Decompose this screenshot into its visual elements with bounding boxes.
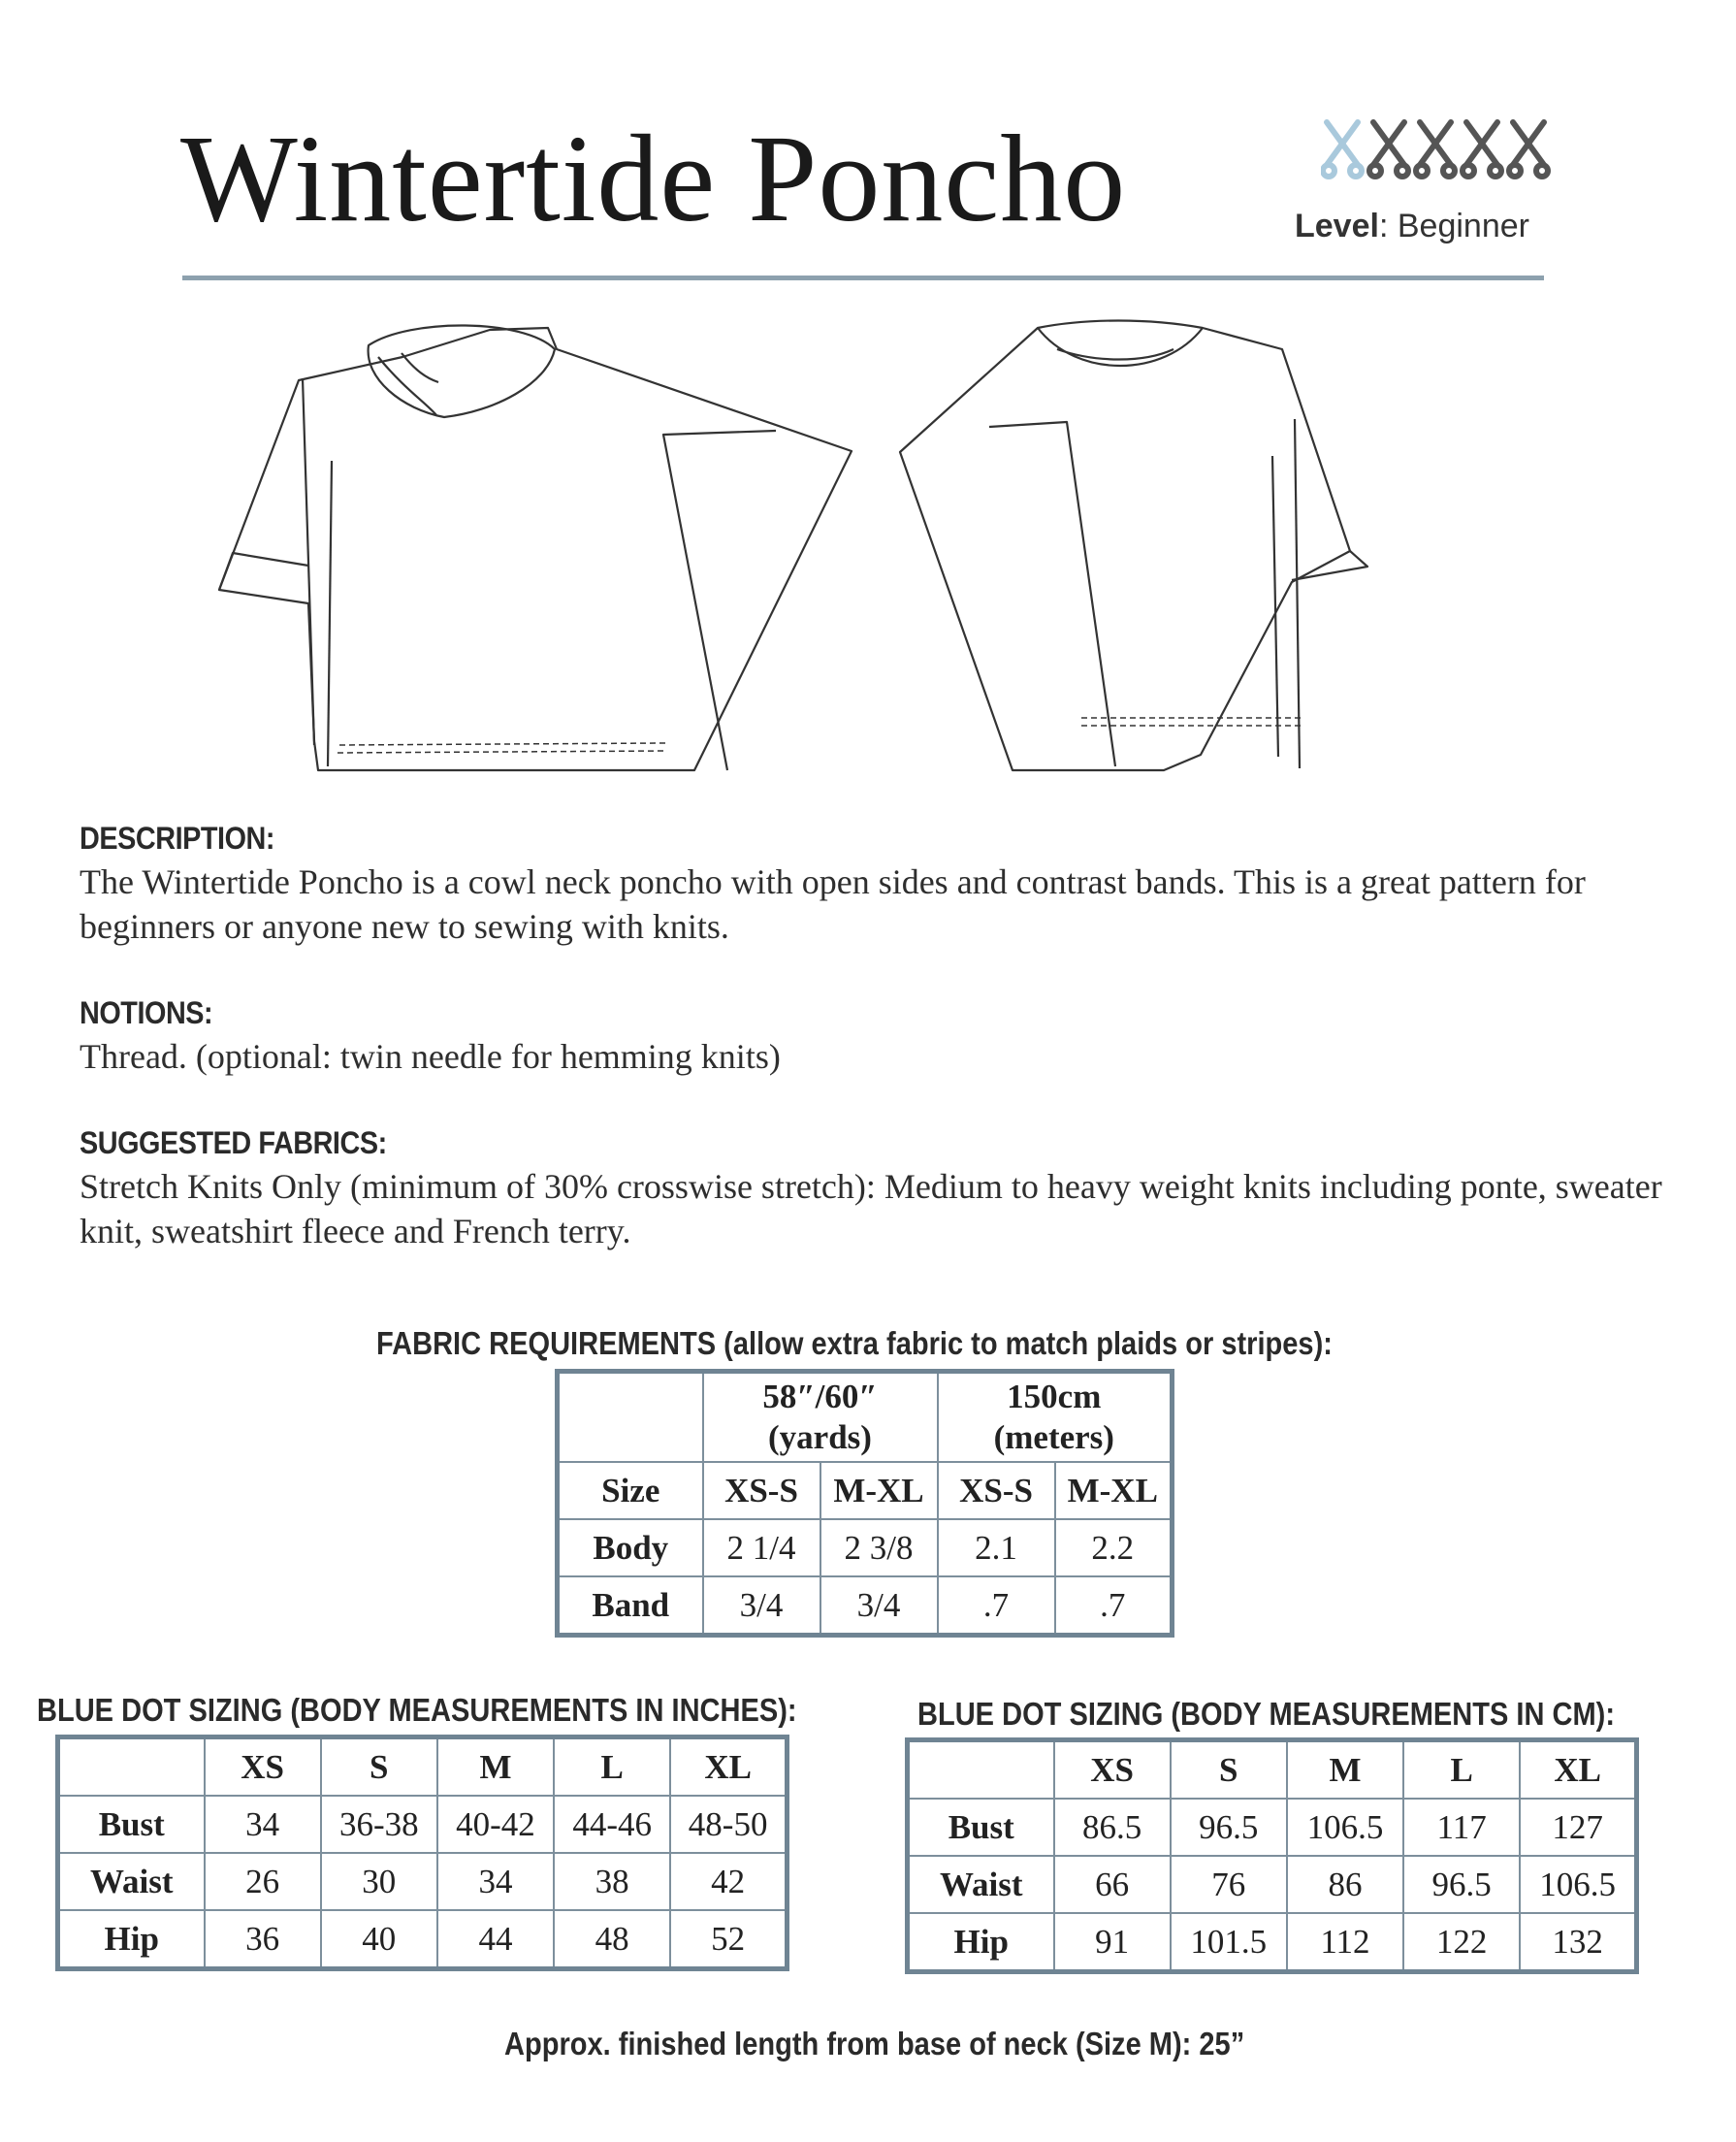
column-header: XS-S — [703, 1462, 820, 1519]
sizing-inches-title: BLUE DOT SIZING (BODY MEASUREMENTS IN INCHES): — [37, 1692, 797, 1728]
row-header: Waist — [58, 1853, 205, 1910]
table-cell: 2.1 — [938, 1519, 1055, 1576]
table-cell: 112 — [1287, 1913, 1403, 1972]
row-header: Waist — [908, 1856, 1054, 1913]
scissors-icon-empty — [1463, 122, 1501, 177]
row-header: Hip — [58, 1910, 205, 1969]
table-cell: 30 — [321, 1853, 437, 1910]
table-cell: 36-38 — [321, 1796, 437, 1853]
column-header: M-XL — [1055, 1462, 1173, 1519]
table-row — [58, 1853, 788, 1910]
column-group-header — [703, 1372, 938, 1463]
title-divider — [182, 276, 1544, 280]
table-cell: 127 — [1520, 1799, 1636, 1856]
table-cell: 34 — [205, 1796, 321, 1853]
table-row — [58, 1910, 788, 1969]
table-cell: 2 3/8 — [820, 1519, 938, 1576]
column-header: M — [437, 1737, 554, 1797]
back-view-drawing — [900, 321, 1367, 771]
suggested-fabrics-heading: SUGGESTED FABRICS: — [80, 1125, 387, 1160]
table-cell: 3/4 — [703, 1576, 820, 1636]
table-cell: 76 — [1171, 1856, 1287, 1913]
group-header-line: (meters) — [993, 1418, 1114, 1456]
column-header: M — [1287, 1740, 1403, 1800]
column-header: M-XL — [820, 1462, 938, 1519]
column-header: XS-S — [938, 1462, 1055, 1519]
sizing-inches-table — [55, 1735, 789, 1971]
table-cell: 48 — [554, 1910, 670, 1969]
scissors-icon-empty — [1509, 122, 1548, 177]
table-corner-cell — [558, 1372, 703, 1463]
column-header: Size — [558, 1462, 703, 1519]
column-header: XL — [670, 1737, 787, 1797]
difficulty-rating — [1321, 118, 1554, 180]
finished-length-note: Approx. finished length from base of neck (Size M): 25” — [504, 2026, 1245, 2061]
table-cell: 38 — [554, 1853, 670, 1910]
table-cell: 3/4 — [820, 1576, 938, 1636]
sizing-cm-title: BLUE DOT SIZING (BODY MEASUREMENTS IN CM): — [917, 1696, 1616, 1732]
table-row — [908, 1856, 1637, 1913]
skill-level: Level: Beginner — [1295, 208, 1529, 244]
column-header: XS — [205, 1737, 321, 1797]
table-cell: .7 — [1055, 1576, 1173, 1636]
table-row — [908, 1913, 1637, 1972]
table-cell: 40-42 — [437, 1796, 554, 1853]
table-cell: .7 — [938, 1576, 1055, 1636]
column-header: XL — [1520, 1740, 1636, 1800]
description-heading: DESCRIPTION: — [80, 821, 275, 856]
table-cell: 86.5 — [1054, 1799, 1171, 1856]
fabric-requirements-table — [555, 1369, 1174, 1638]
scissors-icon-empty — [1416, 122, 1455, 177]
suggested-fabrics-text: Stretch Knits Only (minimum of 30% crosswise stretch): Medium to heavy weight knits including ponte, sweater knit, sweatshirt fleece and French terry. — [80, 1167, 1662, 1250]
table-cell: 48-50 — [670, 1796, 787, 1853]
group-header-line: (yards) — [768, 1418, 872, 1456]
table-cell: 96.5 — [1403, 1856, 1520, 1913]
table-row — [58, 1796, 788, 1853]
table-cell: 42 — [670, 1853, 787, 1910]
table-cell: 101.5 — [1171, 1913, 1287, 1972]
table-cell: 34 — [437, 1853, 554, 1910]
table-cell: 2.2 — [1055, 1519, 1173, 1576]
table-cell: 36 — [205, 1910, 321, 1969]
column-header: S — [321, 1737, 437, 1797]
table-cell: 40 — [321, 1910, 437, 1969]
table-cell: 44-46 — [554, 1796, 670, 1853]
table-cell: 91 — [1054, 1913, 1171, 1972]
group-header-line: 150cm — [1007, 1378, 1102, 1415]
column-header: XS — [1054, 1740, 1171, 1800]
notions-text: Thread. (optional: twin needle for hemming knits) — [80, 1037, 781, 1076]
row-header: Band — [558, 1576, 703, 1636]
row-header: Hip — [908, 1913, 1054, 1972]
table-cell: 52 — [670, 1910, 787, 1969]
row-header: Body — [558, 1519, 703, 1576]
level-label: Level — [1295, 208, 1379, 244]
description-text: The Wintertide Poncho is a cowl neck poncho with open sides and contrast bands. This is a great pattern for beginners or anyone new to sewing with knits. — [80, 862, 1586, 946]
table-cell: 86 — [1287, 1856, 1403, 1913]
garment-illustration — [194, 310, 1552, 795]
table-cell: 106.5 — [1287, 1799, 1403, 1856]
table-cell: 132 — [1520, 1913, 1636, 1972]
column-header: L — [1403, 1740, 1520, 1800]
table-row — [908, 1799, 1637, 1856]
table-cell: 96.5 — [1171, 1799, 1287, 1856]
notions-heading: NOTIONS: — [80, 995, 213, 1030]
table-corner-cell — [908, 1740, 1054, 1800]
scissors-icon-filled — [1323, 122, 1362, 177]
row-header: Bust — [908, 1799, 1054, 1856]
sizing-cm-table — [905, 1737, 1639, 1974]
row-header: Bust — [58, 1796, 205, 1853]
table-cell: 2 1/4 — [703, 1519, 820, 1576]
table-cell: 26 — [205, 1853, 321, 1910]
table-cell: 44 — [437, 1910, 554, 1969]
table-cell: 66 — [1054, 1856, 1171, 1913]
fabric-requirements-title: FABRIC REQUIREMENTS (allow extra fabric to match plaids or stripes): — [376, 1325, 1333, 1361]
table-cell: 117 — [1403, 1799, 1520, 1856]
group-header-line: 58″/60″ — [762, 1378, 878, 1415]
table-cell: 122 — [1403, 1913, 1520, 1972]
table-row — [558, 1576, 1173, 1636]
table-row — [558, 1519, 1173, 1576]
scissors-icon-empty — [1369, 122, 1408, 177]
column-header: S — [1171, 1740, 1287, 1800]
table-cell: 106.5 — [1520, 1856, 1636, 1913]
column-header: L — [554, 1737, 670, 1797]
table-corner-cell — [58, 1737, 205, 1797]
column-group-header — [938, 1372, 1173, 1463]
page-title: Wintertide Poncho — [180, 110, 1127, 247]
front-view-drawing — [219, 325, 852, 770]
level-value: Beginner — [1397, 208, 1529, 244]
